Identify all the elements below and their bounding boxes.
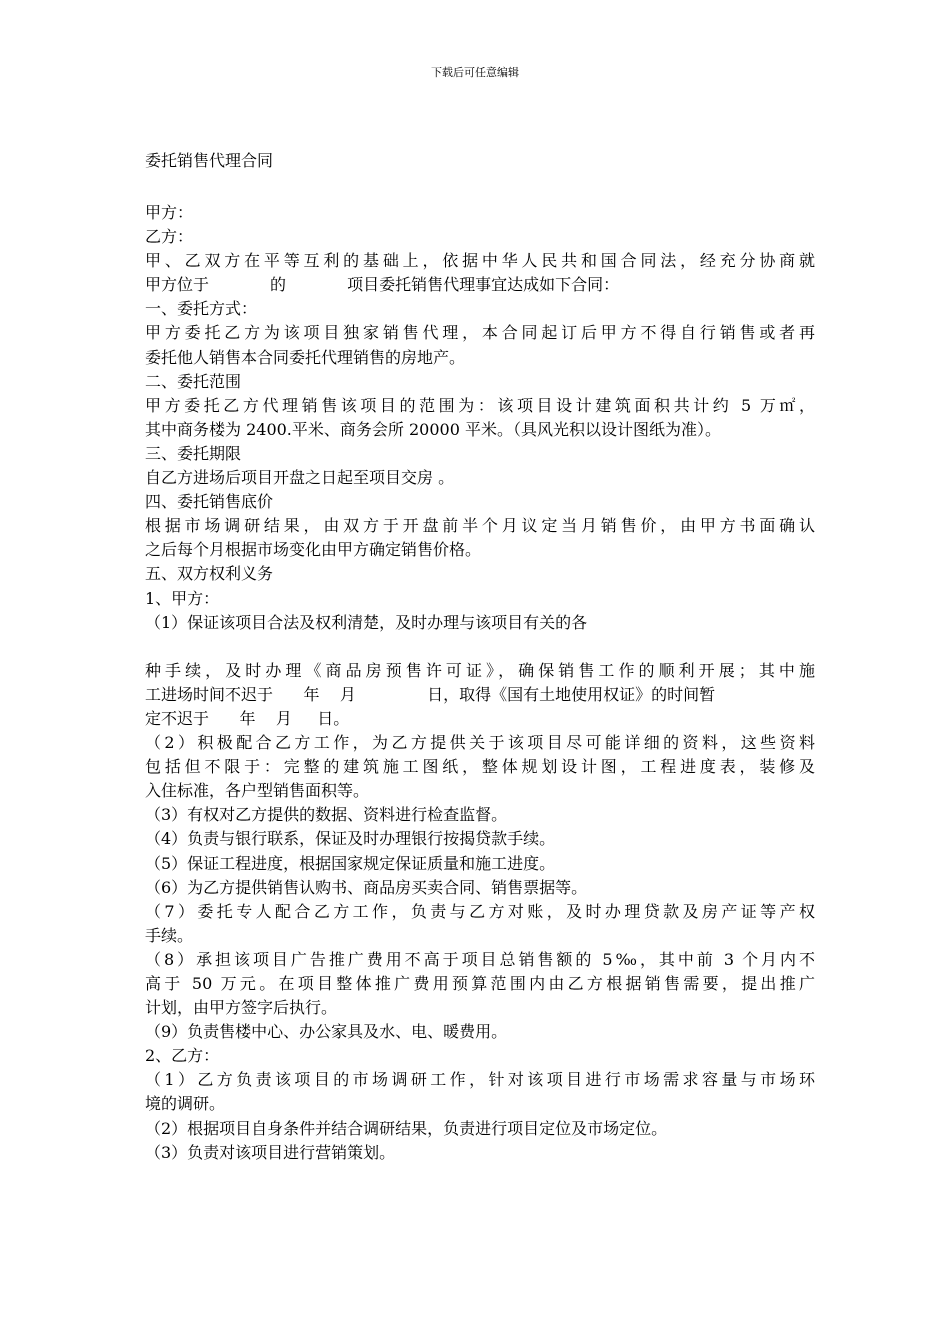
document-title: 委托销售代理合同 (145, 151, 274, 170)
text-line: 二、委托范围 (145, 371, 242, 391)
text-line: 根据市场调研结果，由双方于开盘前半个月议定当月销售价，由甲方书面确认 (145, 516, 815, 536)
blank-line (145, 635, 815, 659)
text-line: 甲、乙双方在平等互利的基础上，依据中华人民共和国合同法，经充分协商就 (145, 251, 815, 271)
text-line: 2、乙方： (145, 1046, 220, 1066)
text-line: 自乙方进场后项目开盘之日起至项目交房 。 (145, 468, 455, 488)
text-line: （1）乙方负责该项目的市场调研工作，针对该项目进行市场需求容量与市场环 (145, 1070, 815, 1090)
text-line: （2）积极配合乙方工作，为乙方提供关于该项目尽可能详细的资料，这些资料 (145, 733, 815, 753)
text-line: （3）负责对该项目进行营销策划。 (145, 1142, 396, 1162)
text-line: 其中商务楼为 2400.平米、商务会所 20000 平米。（具风光积以设计图纸为准）。 (145, 419, 721, 439)
text-line: 甲方委托乙方代理销售该项目的范围为：该项目设计建筑面积共计约 5 万㎡， (145, 395, 815, 415)
text-line: 委托他人销售本合同委托代理销售的房地产。 (145, 347, 466, 367)
text-line: （4）负责与银行联系，保证及时办理银行按揭贷款手续。 (145, 829, 556, 849)
text-line: 入住标准，各户型销售面积等。 (145, 781, 370, 801)
text-line: 境的调研。 (145, 1094, 226, 1114)
text-line: 定不迟于 年 月 日。 (145, 708, 350, 728)
text-line: 四、委托销售底价 (145, 492, 274, 512)
text-line: 一、委托方式： (145, 299, 258, 319)
text-line: 高于 50 万元。在项目整体推广费用预算范围内由乙方根据销售需要，提出推广 (145, 974, 815, 993)
text-line: （2）根据项目自身条件并结合调研结果，负责进行项目定位及市场定位。 (145, 1118, 668, 1138)
text-line: 手续。 (145, 925, 194, 945)
text-line: （1）保证该项目合法及权利清楚，及时办理与该项目有关的各 (145, 612, 588, 632)
text-line: （3）有权对乙方提供的数据、资料进行检查监督。 (145, 805, 508, 825)
contract-body (145, 201, 815, 1165)
text-line: 三、委托期限 (145, 443, 242, 463)
text-line: 乙方： (145, 227, 194, 247)
text-line: 甲方位于 的 项目委托销售代理事宜达成如下合同： (145, 275, 620, 295)
text-line: 之后每个月根据市场变化由甲方确定销售价格。 (145, 540, 482, 560)
text-line: 甲方： (145, 203, 194, 222)
text-line: 计划，由甲方签字后执行。 (145, 998, 338, 1018)
text-line: （6）为乙方提供销售认购书、商品房买卖合同、销售票据等。 (145, 877, 588, 897)
text-line: （7）委托专人配合乙方工作，负责与乙方对账，及时办理贷款及房产证等产权 (145, 901, 815, 921)
text-line: （9）负责售楼中心、办公家具及水、电、暖费用。 (145, 1022, 508, 1042)
text-line: 甲方委托乙方为该项目独家销售代理，本合同起订后甲方不得自行销售或者再 (145, 323, 815, 343)
text-line: 种手续，及时办理《商品房预售许可证》，确保销售工作的顺利开展；其中施 (145, 660, 815, 680)
text-line: （8）承担该项目广告推广费用不高于项目总销售额的 5‰，其中前 3 个月内不 (145, 949, 815, 969)
text-line: 包括但不限于：完整的建筑施工图纸，整体规划设计图，工程进度表，装修及 (145, 757, 815, 777)
text-line: 五、双方权利义务 (145, 564, 274, 584)
text-line: （5）保证工程进度，根据国家规定保证质量和施工进度。 (145, 853, 556, 873)
page-header-note: 下载后可任意编辑 (431, 66, 519, 79)
text-line: 工进场时间不迟于 年 月 日，取得《国有土地使用权证》的时间暂 (145, 684, 716, 704)
text-line: 1、甲方： (145, 588, 220, 608)
